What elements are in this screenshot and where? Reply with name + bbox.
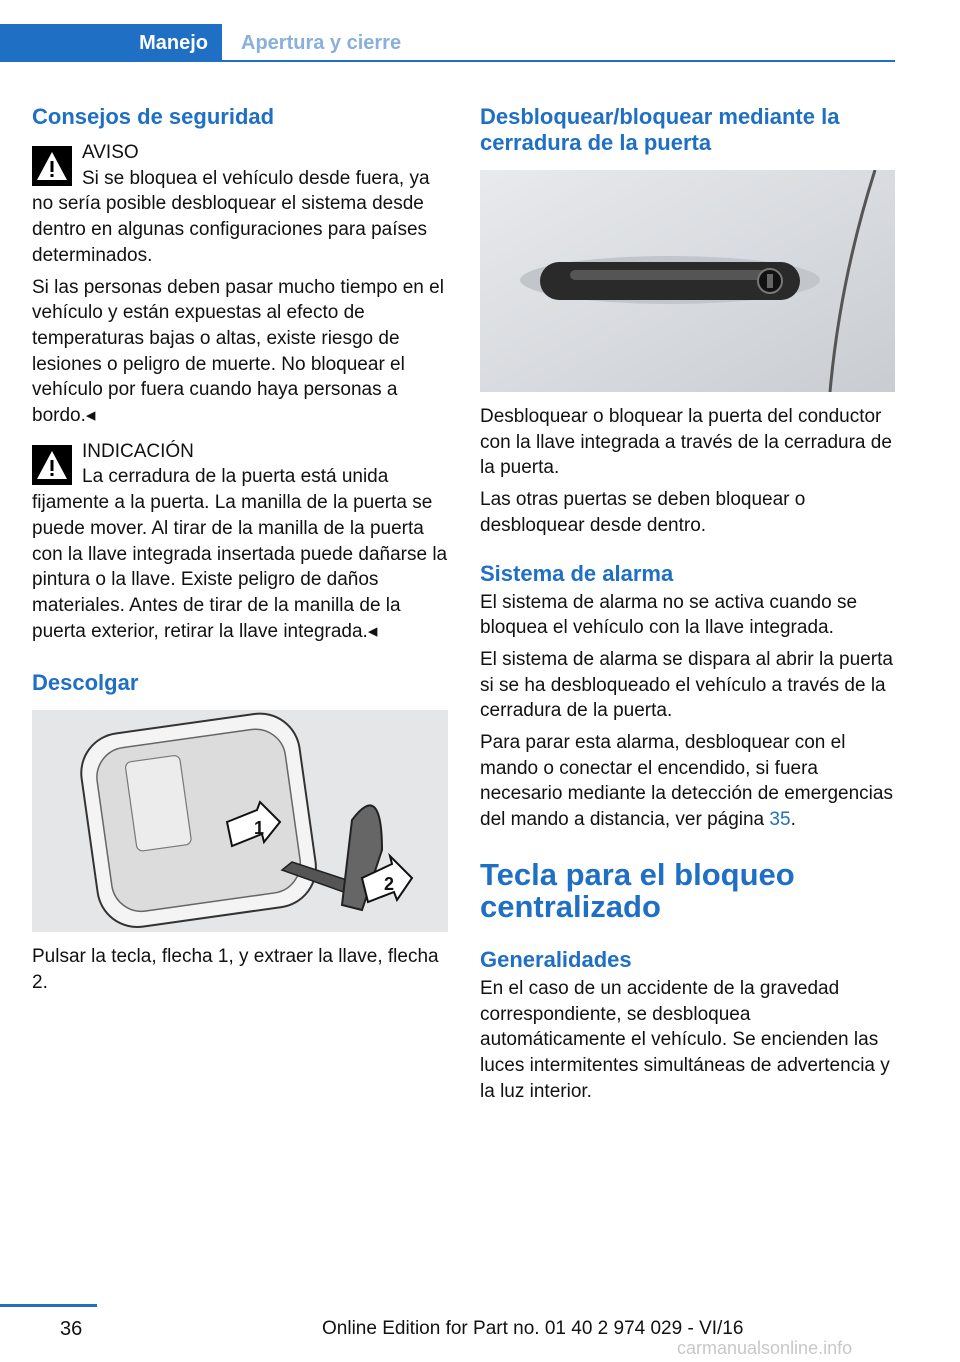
remove-key-text: Pulsar la tecla, flecha 1, y extraer la llave, flecha 2. [32,946,439,994]
remove-key-heading: Descolgar [32,670,139,696]
door-handle-image [480,170,895,392]
alarm-paragraph3-end: . [790,809,796,831]
safety-heading: Consejos de seguridad [32,104,275,129]
right-column [480,100,896,1104]
general-heading: Generalidades [480,946,632,972]
door-paragraph2: Las otras puertas se deben bloquear o desbloquear desde dentro. [480,489,806,536]
tab-manejo[interactable]: Manejo [0,24,222,62]
warning-indicacion [32,439,448,645]
warning1-paragraph1: Si se bloquea el vehículo desde fuera, ya no sería posible desbloquear el sistema desde dentro en algunas configuraciones para países determinados. [32,167,430,266]
tab-apertura-y-cierre[interactable]: Apertura y cierre [241,32,402,54]
key-removal-image [32,710,448,932]
footer-rule [0,1304,97,1307]
edition-text: Online Edition for Part no. 01 40 2 974 029 - VI/16 [322,1318,744,1339]
warning-triangle-icon [32,146,72,186]
warning-triangle-icon [32,445,72,485]
warning2-title: INDICACIÓN [82,440,194,462]
general-text: En el caso de un accidente de la gravedad correspondiente, se desbloquea automáticamente el vehículo. Se encienden las luces intermitentes simultáneas de advertencia y la luz interior. [480,977,890,1102]
header-tabs [0,24,895,62]
warning1-title: AVISO [82,142,139,163]
arrow2-label: 2 [384,874,395,895]
page-number: 36 [60,1318,83,1340]
alarm-paragraph3 [480,730,896,833]
warning2-text: La cerradura de la puerta está unida fijamente a la puerta. La manilla de la puerta se puede mover. Al tirar de la manilla de la puerta con la llave integrada insertada puede dañarse la pintura o la llave. Existe peligro de daños materiales. Antes de tirar de la manilla de la puerta exterior, retirar la llave integrada.◂ [32,466,448,642]
alarm-paragraph3-text: Para parar esta alarma, desbloquear con el mando o conectar el encendido, si fuera necesario mediante la detección de emergencias del mando a distancia, ver página [480,732,893,831]
central-lock-heading: Tecla para el bloqueo centralizado [480,856,795,924]
alarm-paragraph2: El sistema de alarma se dispara al abrir la puerta si se ha desbloqueado el vehículo a través de la cerradura de la puerta. [480,648,893,722]
arrow1-label: 1 [254,818,265,839]
page-link-35[interactable]: 35 [769,809,791,831]
tab-underline [222,60,895,62]
warning1-paragraph2: Si las personas deben pasar mucho tiempo en el vehículo y están expuestas al efecto de temperaturas bajas o altas, existe riesgo de lesiones o peligro de muerte. No bloquear el vehículo por fuera cuando haya personas a bordo.◂ [32,276,444,427]
door-lock-heading: Desbloquear/bloquear mediante la cerradura de la puerta [480,104,840,155]
left-column [32,100,448,996]
door-paragraph1: Desbloquear o bloquear la puerta del conductor con la llave integrada a través de la cerradura de la puerta. [480,406,892,479]
alarm-heading: Sistema de alarma [480,560,674,586]
watermark: carmanualsonline.info [677,1338,853,1358]
warning-aviso [32,140,448,269]
alarm-paragraph1: El sistema de alarma no se activa cuando se bloquea el vehículo con la llave integrada. [480,591,858,639]
